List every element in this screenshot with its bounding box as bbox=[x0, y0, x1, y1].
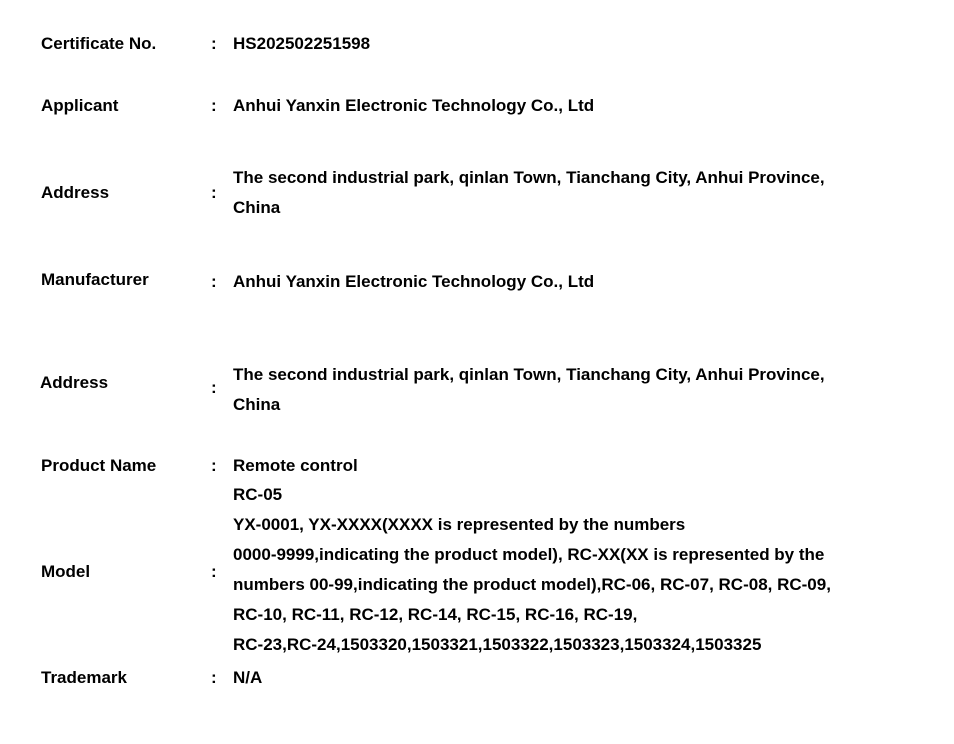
product-name-colon: : bbox=[211, 456, 217, 475]
model-colon: : bbox=[211, 562, 217, 581]
manufacturer-value: Anhui Yanxin Electronic Technology Co., Ltd bbox=[233, 272, 595, 291]
manufacturer-label: Manufacturer bbox=[41, 270, 149, 289]
model-label: Model bbox=[41, 562, 91, 581]
model-line: RC-23,RC-24,1503320,1503321,1503322,1503323,1503324,1503325 bbox=[233, 635, 762, 654]
model-line: RC-05 bbox=[233, 485, 283, 504]
model-value bbox=[233, 480, 923, 660]
product-name-label: Product Name bbox=[41, 456, 157, 475]
model-line: YX-0001, YX-XXXX(XXXX is represented by the numbers bbox=[233, 515, 686, 534]
model-line: numbers 00-99,indicating the product model),RC-06, RC-07, RC-08, RC-09, bbox=[233, 575, 831, 594]
certificate-no-value: HS202502251598 bbox=[233, 34, 371, 53]
applicant-value: Anhui Yanxin Electronic Technology Co., Ltd bbox=[233, 96, 595, 115]
model-line: 0000-9999,indicating the product model), RC-XX(XX is represented by the bbox=[233, 545, 825, 564]
model-line: RC-10, RC-11, RC-12, RC-14, RC-15, RC-16, RC-19, bbox=[233, 605, 638, 624]
trademark-value: N/A bbox=[233, 668, 263, 687]
applicant-address-line: China bbox=[233, 198, 281, 217]
manufacturer-address-label: Address bbox=[40, 373, 109, 392]
manufacturer-address-colon: : bbox=[211, 378, 217, 397]
applicant-address-line: The second industrial park, qinlan Town, Tianchang City, Anhui Province, bbox=[233, 168, 825, 187]
product-name-value: Remote control bbox=[233, 456, 358, 475]
applicant-label: Applicant bbox=[41, 96, 119, 115]
manufacturer-colon: : bbox=[211, 272, 217, 291]
manufacturer-address-line: The second industrial park, qinlan Town, Tianchang City, Anhui Province, bbox=[233, 365, 825, 384]
applicant-address-value bbox=[233, 163, 923, 223]
trademark-label: Trademark bbox=[41, 668, 127, 687]
trademark-colon: : bbox=[211, 668, 217, 687]
applicant-address-label: Address bbox=[41, 183, 110, 202]
manufacturer-address-value bbox=[233, 360, 923, 420]
certificate-no-colon: : bbox=[211, 34, 217, 53]
manufacturer-address-line: China bbox=[233, 395, 281, 414]
applicant-colon: : bbox=[211, 96, 217, 115]
certificate-no-label: Certificate No. bbox=[41, 34, 157, 53]
applicant-address-colon: : bbox=[211, 183, 217, 202]
